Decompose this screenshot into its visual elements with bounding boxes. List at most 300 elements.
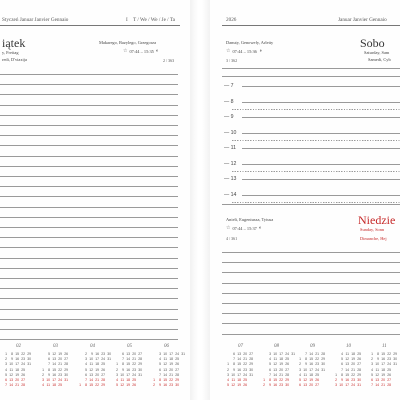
mini-calendar-day: 11 <box>120 377 124 382</box>
mini-calendar-day: 17 <box>126 372 130 377</box>
mini-calendar-day: 4 <box>5 367 7 372</box>
mini-calendar-day: 3 <box>116 372 118 377</box>
mini-calendar-day: 10 <box>339 383 343 388</box>
mini-calendar-day: 20 <box>309 383 313 388</box>
mini-calendar-day: 20 <box>95 372 99 377</box>
mini-calendar-day: 4 <box>116 377 118 382</box>
mini-calendar-day: 25 <box>243 377 247 382</box>
mini-calendar-day: 10 <box>231 372 235 377</box>
mini-calendar-day: 22 <box>95 383 99 388</box>
mini-calendar-day: 21 <box>15 383 19 388</box>
mini-calendar-day: 16 <box>273 383 277 388</box>
note-line <box>0 278 178 279</box>
mini-calendar-day: 28 <box>285 372 289 377</box>
mini-calendar-day: 28 <box>21 383 25 388</box>
right-bottom-day-title: Niedzie <box>358 213 396 227</box>
mini-calendar-day: 29 <box>357 372 361 377</box>
left-page <box>0 0 190 400</box>
mini-calendar-month: 03 <box>53 344 58 349</box>
mini-calendar-day: 1 <box>371 352 373 356</box>
mini-calendar-day: 2 <box>153 383 155 388</box>
mini-calendar-day <box>290 383 295 388</box>
mini-calendar-day: 3 <box>299 367 301 372</box>
note-line <box>0 125 178 126</box>
mini-calendar-day: 18 <box>279 357 283 362</box>
mini-calendar-day: 14 <box>273 372 277 377</box>
mini-calendar-day: 3 <box>85 357 87 362</box>
right-bottom-day-count: 4 / 361 <box>226 236 238 241</box>
mini-calendar-day <box>63 383 68 388</box>
mini-calendar-day: 10 <box>375 362 379 367</box>
mini-calendar-day: 9 <box>91 352 93 356</box>
mini-calendar-day: 22 <box>315 357 319 362</box>
mini-calendar-day: 9 <box>11 357 13 362</box>
left-day-sub2: redi, D'viaxija <box>2 57 27 62</box>
mini-calendar-month: 10 <box>346 344 351 349</box>
mini-calendar-day: 18 <box>351 352 355 356</box>
mini-calendar-day: 15 <box>15 352 19 356</box>
mini-calendar-day: 25 <box>387 367 391 372</box>
mini-calendar-grid <box>39 352 74 388</box>
mini-calendar-day: 30 <box>357 377 361 382</box>
right-header-months: Januar Janvier Gennaio <box>338 17 387 23</box>
mini-calendar-grid <box>260 352 295 388</box>
mini-calendar-day: 13 <box>163 367 167 372</box>
mini-calendar-day: 14 <box>126 357 130 362</box>
mini-calendar-day: 20 <box>15 377 19 382</box>
moon-phase-icon: ◐ <box>155 48 159 54</box>
mini-calendar-day: 26 <box>243 383 247 388</box>
note-line <box>222 334 400 335</box>
mini-calendar-day: 26 <box>64 352 68 356</box>
mini-calendar-day <box>106 383 111 388</box>
half-hour-line <box>232 156 400 157</box>
mini-calendar-day: 23 <box>169 383 173 388</box>
mini-calendar-day: 15 <box>237 362 241 367</box>
mini-calendar-day: 2 <box>116 367 118 372</box>
mini-calendar-grid <box>296 352 331 388</box>
mini-calendar-day: 27 <box>357 362 361 367</box>
mini-calendar-day: 16 <box>52 372 56 377</box>
mini-calendar-day: 24 <box>243 372 247 377</box>
mini-calendar-day: 13 <box>9 377 13 382</box>
note-line <box>0 145 178 146</box>
note-line <box>0 258 178 259</box>
mini-calendar-day <box>26 383 31 388</box>
mini-calendar-day: 14 <box>309 352 313 356</box>
half-hour-line <box>232 202 400 203</box>
mini-calendar-day: 12 <box>345 357 349 362</box>
mini-calendar-day: 25 <box>132 377 136 382</box>
mini-calendar-month: 05 <box>127 344 132 349</box>
mini-calendar-day: 5 <box>269 362 271 367</box>
mini-calendar-day: 11 <box>231 377 235 382</box>
right-header-rule <box>222 25 400 26</box>
mini-calendar-day: 16 <box>95 352 99 356</box>
note-line <box>0 268 178 269</box>
mini-calendar-day: 29 <box>175 377 179 382</box>
mini-calendar-day: 27 <box>175 367 179 372</box>
mini-calendar-day: 1 <box>42 367 44 372</box>
mini-calendar-grid <box>113 352 148 388</box>
mini-calendar-day: 16 <box>345 377 349 382</box>
mini-calendar-month: 07 <box>238 344 243 349</box>
mini-calendar-day: 28 <box>321 352 325 356</box>
mini-calendar-day: 25 <box>357 352 361 356</box>
mini-calendar-grid <box>368 352 400 388</box>
mini-calendar-day: 10 <box>163 352 167 356</box>
mini-calendar-day: 5 <box>48 352 50 356</box>
half-hour-line <box>232 171 400 172</box>
right-top-day-sub2: Samedi, Cyb <box>368 57 391 62</box>
mini-calendar-day: 27 <box>387 377 391 382</box>
mini-calendar-day: 20 <box>351 362 355 367</box>
mini-calendar-day: 17 <box>381 362 385 367</box>
mini-calendar-day: 19 <box>351 357 355 362</box>
note-line <box>0 227 178 228</box>
mini-calendar-day: 30 <box>175 383 179 388</box>
mini-calendar-day: 2 <box>263 383 265 388</box>
hour-line <box>242 195 400 196</box>
mini-calendar-day: 15 <box>52 367 56 372</box>
hour-line <box>242 164 400 165</box>
note-line <box>222 293 400 294</box>
mini-calendar-day: 22 <box>279 377 283 382</box>
mini-calendar-day: 25 <box>21 367 25 372</box>
mini-calendar-day: 8 <box>269 377 271 382</box>
mini-calendar-day: 23 <box>58 372 62 377</box>
mini-calendar-day: 19 <box>279 362 283 367</box>
mini-calendar-day: 6 <box>371 377 373 382</box>
mini-calendar-day: 2 <box>335 377 337 382</box>
mini-calendar-day: 11 <box>375 367 379 372</box>
note-line <box>0 84 178 85</box>
mini-calendar-month: 04 <box>90 344 95 349</box>
mini-calendar-day: 23 <box>243 367 247 372</box>
mini-calendar-day: 22 <box>243 362 247 367</box>
mini-calendar-day: 31 <box>393 362 397 367</box>
mini-calendar-day: 24 <box>132 372 136 377</box>
note-line <box>222 283 400 284</box>
hour-line <box>242 86 400 87</box>
mini-calendar-day: 26 <box>132 383 136 388</box>
mini-calendar-day: 4 <box>269 357 271 362</box>
mini-calendar-day: 13 <box>126 352 130 356</box>
mini-calendar-day: 12 <box>375 372 379 377</box>
mini-calendar-day: 29 <box>64 367 68 372</box>
mini-calendar-day: 6 <box>159 367 161 372</box>
mini-calendar-day: 1 <box>299 357 301 362</box>
mini-calendar-day: 6 <box>5 377 7 382</box>
hour-line <box>242 148 400 149</box>
mini-calendar-day: 14 <box>9 383 13 388</box>
mini-calendar-day: 7 <box>5 383 7 388</box>
mini-calendar-day: 5 <box>116 383 118 388</box>
mini-calendar-day: 6 <box>299 383 301 388</box>
mini-calendar-day: 6 <box>85 372 87 377</box>
mini-calendar-day: 22 <box>132 362 136 367</box>
mini-calendar-day: 19 <box>15 372 19 377</box>
note-line <box>222 313 400 314</box>
mini-calendar-day <box>254 383 259 388</box>
mini-calendar-day: 12 <box>273 362 277 367</box>
right-bottom-day-sub2: Dimanche, Hej <box>360 236 387 241</box>
mini-calendar-day: 7 <box>269 372 271 377</box>
mini-calendar-day: 6 <box>269 367 271 372</box>
mini-calendar-day: 18 <box>237 377 241 382</box>
mini-calendar-day: 12 <box>120 383 124 388</box>
note-line <box>222 252 400 253</box>
mini-calendar-day: 9 <box>48 372 50 377</box>
mini-calendar-day: 18 <box>126 377 130 382</box>
mini-calendar-day: 29 <box>27 352 31 356</box>
mini-calendar-day: 31 <box>291 352 295 356</box>
right-top-day-sub1: Saturday, Sam <box>364 50 390 55</box>
mini-calendar-day: 26 <box>387 372 391 377</box>
mini-calendar-day: 9 <box>122 367 124 372</box>
mini-calendar-day: 1 <box>263 377 265 382</box>
mini-calendar-day: 25 <box>58 383 62 388</box>
hour-label: — 7 <box>224 83 234 89</box>
mini-calendar-day <box>326 383 331 388</box>
left-header-rule <box>0 25 180 26</box>
mini-calendar-day: 21 <box>279 372 283 377</box>
left-name-days: Makarego, Bazylego, Grzegorza <box>99 40 157 45</box>
note-line <box>222 76 400 77</box>
mini-calendar-day: 3 <box>335 383 337 388</box>
mini-calendar-day: 26 <box>175 362 179 367</box>
note-line <box>222 204 400 205</box>
mini-calendar-day: 14 <box>375 383 379 388</box>
mini-calendar-day: 18 <box>309 372 313 377</box>
mini-calendar-day: 27 <box>285 367 289 372</box>
mini-calendar-day: 8 <box>377 352 379 356</box>
mini-calendar-day: 19 <box>169 362 173 367</box>
mini-calendar-day: 7 <box>305 352 307 356</box>
mini-calendar-day: 12 <box>89 367 93 372</box>
mini-calendar-day: 16 <box>237 367 241 372</box>
mini-calendar-day: 2 <box>299 362 301 367</box>
mini-calendar-day: 7 <box>159 372 161 377</box>
half-hour-line <box>232 94 400 95</box>
mini-calendar-day: 2 <box>371 357 373 362</box>
star-icon: ☆ <box>226 49 231 54</box>
mini-calendar-day: 24 <box>101 357 105 362</box>
left-day-count: 2 / 363 <box>163 58 175 63</box>
mini-calendar-day: 14 <box>345 367 349 372</box>
mini-calendar-grid <box>76 352 111 388</box>
mini-calendar-day: 11 <box>46 383 50 388</box>
mini-calendar-day: 2 <box>42 372 44 377</box>
mini-calendar-day: 23 <box>132 367 136 372</box>
mini-calendar-day: 22 <box>387 352 391 356</box>
note-line <box>0 247 178 248</box>
mini-calendar-day: 11 <box>273 357 277 362</box>
mini-calendar-day: 28 <box>357 367 361 372</box>
mini-calendar-day: 27 <box>249 352 253 356</box>
mini-calendar-day: 20 <box>279 367 283 372</box>
note-line <box>0 135 178 136</box>
left-header-months: Styczeń Januar Janvier Gennaio <box>2 17 69 23</box>
mini-calendar-day: 28 <box>64 362 68 367</box>
mini-calendar-day: 30 <box>393 357 397 362</box>
mini-calendar-day: 30 <box>285 383 289 388</box>
note-line <box>222 272 400 273</box>
mini-calendar-day: 30 <box>321 362 325 367</box>
mini-calendar-day: 7 <box>122 357 124 362</box>
hour-label: — 11 <box>224 145 237 151</box>
mini-calendar-day <box>362 383 367 388</box>
mini-calendar-day: 6 <box>122 352 124 356</box>
mini-calendar-day: 31 <box>321 367 325 372</box>
note-line <box>0 176 178 177</box>
mini-calendar-day: 15 <box>163 377 167 382</box>
mini-calendar-day: 20 <box>243 352 247 356</box>
mini-calendar-day: 18 <box>381 367 385 372</box>
mini-calendar-day: 8 <box>233 362 235 367</box>
mini-calendar-day: 31 <box>249 372 253 377</box>
left-header-marker: I <box>126 17 128 23</box>
hour-label: — 8 <box>224 98 234 105</box>
mini-calendar-day: 21 <box>58 362 62 367</box>
mini-calendar-day: 11 <box>345 352 349 356</box>
mini-calendar-day: 24 <box>387 362 391 367</box>
mini-calendar-day: 8 <box>341 372 343 377</box>
mini-calendar-day: 25 <box>285 357 289 362</box>
mini-calendar-day: 15 <box>345 372 349 377</box>
mini-calendar-day: 11 <box>9 367 13 372</box>
right-bottom-sun-times: ☆ 07:44 – 15:37 ◐ <box>226 225 262 231</box>
mini-calendar-day: 4 <box>341 352 343 356</box>
mini-calendar-day: 16 <box>309 362 313 367</box>
mini-calendar-day: 31 <box>181 352 185 356</box>
mini-calendar-day: 16 <box>163 383 167 388</box>
mini-calendar-day: 13 <box>52 357 56 362</box>
mini-calendar-day <box>32 383 37 388</box>
note-line <box>0 288 178 289</box>
mini-calendar-day: 3 <box>269 352 271 356</box>
note-line <box>0 94 178 95</box>
mini-calendar-day: 9 <box>305 362 307 367</box>
note-line <box>0 319 178 320</box>
mini-calendar-month: 11 <box>382 344 387 349</box>
mini-calendar-day: 5 <box>5 372 7 377</box>
mini-calendar-day: 26 <box>315 377 319 382</box>
mini-calendar-day: 27 <box>101 372 105 377</box>
mini-calendar-day: 5 <box>299 377 301 382</box>
mini-calendar-day: 30 <box>107 352 111 356</box>
mini-calendar-day: 25 <box>175 357 179 362</box>
mini-calendar-day: 3 <box>227 372 229 377</box>
right-bottom-name-days: Anieli, Eugeniusza, Tytusa <box>226 217 274 222</box>
note-line <box>222 303 400 304</box>
mini-calendar-day: 7 <box>233 357 235 362</box>
mini-calendar-day: 1 <box>116 362 118 367</box>
mini-calendar-day: 4 <box>227 377 229 382</box>
mini-calendar-day: 30 <box>64 372 68 377</box>
note-line <box>0 115 178 116</box>
mini-calendar-day: 20 <box>169 367 173 372</box>
mini-calendar-day: 7 <box>371 383 373 388</box>
mini-calendar-day: 13 <box>345 362 349 367</box>
note-line <box>0 186 178 187</box>
mini-calendar-day: 23 <box>279 383 283 388</box>
mini-calendar-day: 28 <box>101 377 105 382</box>
mini-calendar-day: 28 <box>249 357 253 362</box>
mini-calendar-day: 17 <box>279 352 283 356</box>
mini-calendar-day: 22 <box>351 372 355 377</box>
mini-calendar-day: 7 <box>85 377 87 382</box>
mini-calendar-day: 15 <box>273 377 277 382</box>
mini-calendar-day: 8 <box>122 362 124 367</box>
right-page <box>210 0 400 400</box>
mini-calendar-day: 2 <box>5 357 7 362</box>
mini-calendar-month: 06 <box>164 344 169 349</box>
mini-calendar-day: 6 <box>48 357 50 362</box>
mini-calendar-day: 1 <box>5 352 7 356</box>
mini-calendar-day: 13 <box>89 372 93 377</box>
mini-calendar-day: 20 <box>132 352 136 356</box>
mini-calendar-day: 1 <box>335 372 337 377</box>
mini-calendar-day: 3 <box>5 362 7 367</box>
mini-calendar-day: 17 <box>237 372 241 377</box>
mini-calendar-day: 19 <box>237 383 241 388</box>
note-line <box>0 156 178 157</box>
mini-calendar-day: 30 <box>249 367 253 372</box>
mini-calendar-day: 13 <box>273 367 277 372</box>
mini-calendar-day: 16 <box>126 367 130 372</box>
note-line <box>0 329 178 330</box>
note-line <box>0 309 178 310</box>
mini-calendar-day: 9 <box>159 383 161 388</box>
mini-calendar-day: 24 <box>351 383 355 388</box>
mini-calendar-day: 23 <box>387 357 391 362</box>
mini-calendar-day: 26 <box>285 362 289 367</box>
mini-calendar-day: 15 <box>89 383 93 388</box>
mini-calendar-day: 3 <box>371 362 373 367</box>
right-bottom-day-sub1: Sunday, Sonn <box>360 227 385 232</box>
mini-calendar-day: 19 <box>58 352 62 356</box>
mini-calendar-day: 24 <box>175 352 179 356</box>
note-line <box>0 217 178 218</box>
mini-calendar-day: 26 <box>357 357 361 362</box>
note-line <box>222 68 400 69</box>
mini-calendar-day: 5 <box>341 357 343 362</box>
note-line <box>0 339 178 340</box>
mini-calendar-day: 23 <box>21 357 25 362</box>
mini-calendar-day: 23 <box>101 352 105 356</box>
mini-calendar-day: 13 <box>375 377 379 382</box>
note-line <box>0 105 178 106</box>
mini-calendar-day: 14 <box>89 377 93 382</box>
mini-calendar-day: 25 <box>315 372 319 377</box>
mini-calendar-day: 22 <box>169 377 173 382</box>
right-top-day-count: 3 / 362 <box>226 58 238 63</box>
mini-calendar-day: 21 <box>381 383 385 388</box>
mini-calendar-day: 12 <box>303 377 307 382</box>
mini-calendar-day: 9 <box>269 383 271 388</box>
mini-calendar-day: 31 <box>357 383 361 388</box>
mini-calendar-day: 24 <box>21 362 25 367</box>
mini-calendar-day: 7 <box>48 362 50 367</box>
mini-calendar-day: 26 <box>21 372 25 377</box>
hour-line <box>242 179 400 180</box>
half-hour-line <box>232 187 400 188</box>
mini-calendar-grid <box>2 352 37 388</box>
mini-calendar-day: 12 <box>9 372 13 377</box>
mini-calendar-day: 24 <box>58 377 62 382</box>
hour-label: — 13 <box>224 176 237 182</box>
